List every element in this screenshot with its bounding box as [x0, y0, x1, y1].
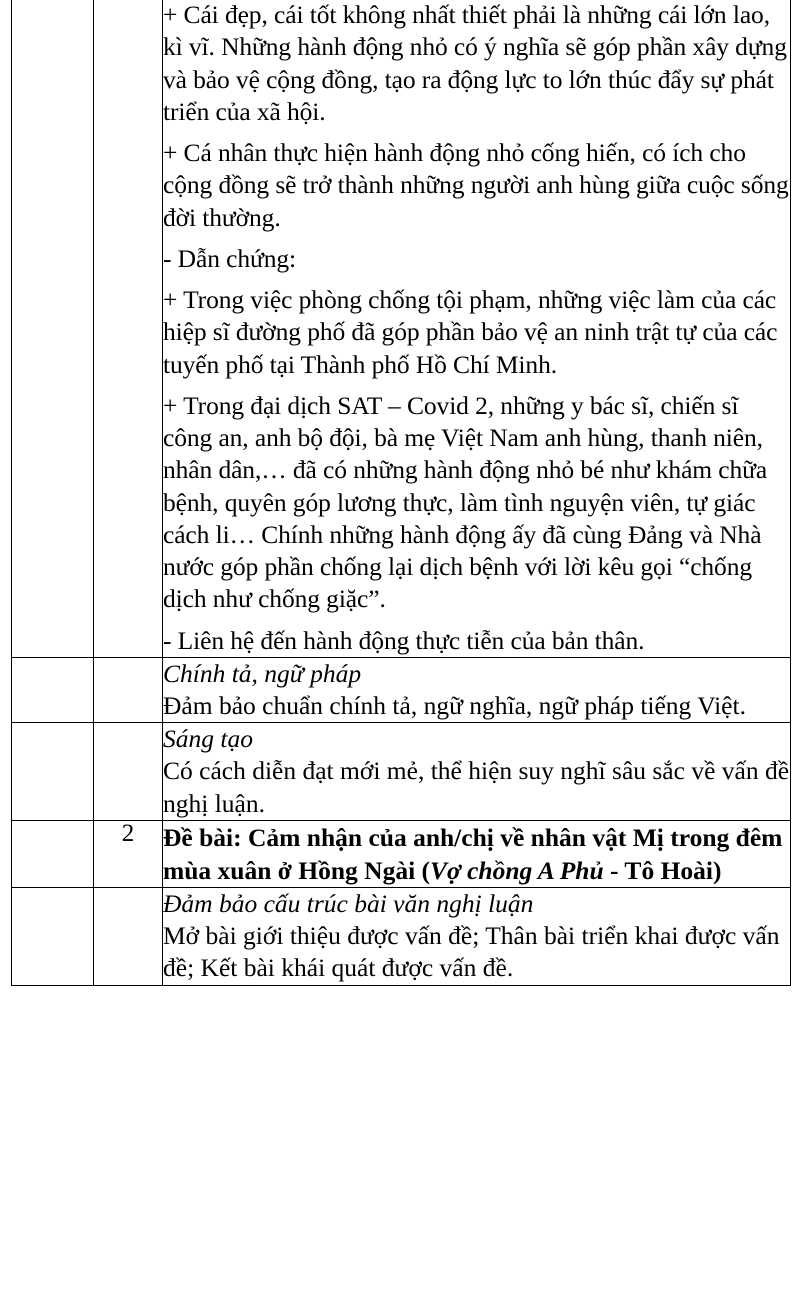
topic-cell: [163, 820, 791, 887]
content-paragraph: - Dẫn chứng:: [163, 243, 296, 273]
content-paragraph: + Trong việc phòng chống tội phạm, những việc làm của các hiệp sĩ đường phố đã góp phần bảo vệ an ninh trật tự của các tuyến phố tại Thành phố Hồ Chí Minh.: [163, 285, 778, 379]
criterion-description: Đảm bảo chuẩn chính tả, ngữ nghĩa, ngữ pháp tiếng Việt.: [163, 690, 746, 720]
marks-cell: [12, 723, 94, 821]
table-row: [12, 820, 791, 887]
marks-cell: [12, 820, 94, 887]
question-number: 2: [94, 820, 163, 887]
marks-cell: [12, 0, 94, 657]
criterion-title: Chính tả, ngữ pháp: [163, 658, 362, 688]
criterion-cell: [163, 888, 791, 986]
table-row: [12, 723, 791, 821]
topic-lead-text: Đề bài: Cảm nhận của anh/chị về nhân vật Mị trong đêm mùa xuân ở Hồng Ngài (: [163, 822, 783, 885]
question-number-cell: [94, 657, 163, 722]
topic-statement: [163, 821, 790, 887]
marks-cell: [12, 888, 94, 986]
criterion-description: Có cách diễn đạt mới mẻ, thể hiện suy nghĩ sâu sắc về vấn đề nghị luận.: [163, 756, 790, 818]
criterion-cell: [163, 723, 791, 821]
question-number-cell: [94, 723, 163, 821]
content-paragraph: + Cá nhân thực hiện hành động nhỏ cống hiến, có ích cho cộng đồng sẽ trở thành những người anh hùng giữa cuộc sống đời thường.: [163, 138, 789, 232]
table-row: [12, 888, 791, 986]
content-paragraph: + Cái đẹp, cái tốt không nhất thiết phải là những cái lớn lao, kì vĩ. Những hành động nhỏ có ý nghĩa sẽ góp phần xây dựng và bảo vệ cộng đồng, tạo ra động lực to lớn thúc đẩy sự phát triển của xã hội.: [163, 0, 787, 126]
criterion-cell: [163, 657, 791, 722]
table-row: [12, 0, 791, 657]
table-row: [12, 657, 791, 722]
criterion-title: Đảm bảo cấu trúc bài văn nghị luận: [163, 889, 534, 919]
content-cell: [163, 0, 791, 657]
marks-cell: [12, 657, 94, 722]
criterion-description: Mở bài giới thiệu được vấn đề; Thân bài triển khai được vấn đề; Kết bài khái quát được vấn đề.: [163, 921, 780, 983]
content-paragraph: - Liên hệ đến hành động thực tiễn của bản thân.: [163, 625, 645, 655]
criterion-title: Sáng tạo: [163, 724, 253, 754]
rubric-table: [11, 0, 791, 986]
question-number-cell: [94, 0, 163, 657]
work-title: Vợ chồng A Phủ: [430, 855, 604, 885]
topic-tail-text: - Tô Hoài): [603, 855, 722, 885]
content-paragraph: + Trong đại dịch SAT – Covid 2, những y bác sĩ, chiến sĩ công an, anh bộ đội, bà mẹ Việt Nam anh hùng, thanh niên, nhân dân,… đã có những hành động nhỏ bé như khám chữa bệnh, quyên góp lương thực, làm tình nguyện viên, tự giác cách li… Chính những hành động ấy đã cùng Đảng và Nhà nước góp phần chống lại dịch bệnh với lời kêu gọi “chống dịch như chống giặc”.: [163, 390, 768, 614]
question-number-cell: [94, 888, 163, 986]
